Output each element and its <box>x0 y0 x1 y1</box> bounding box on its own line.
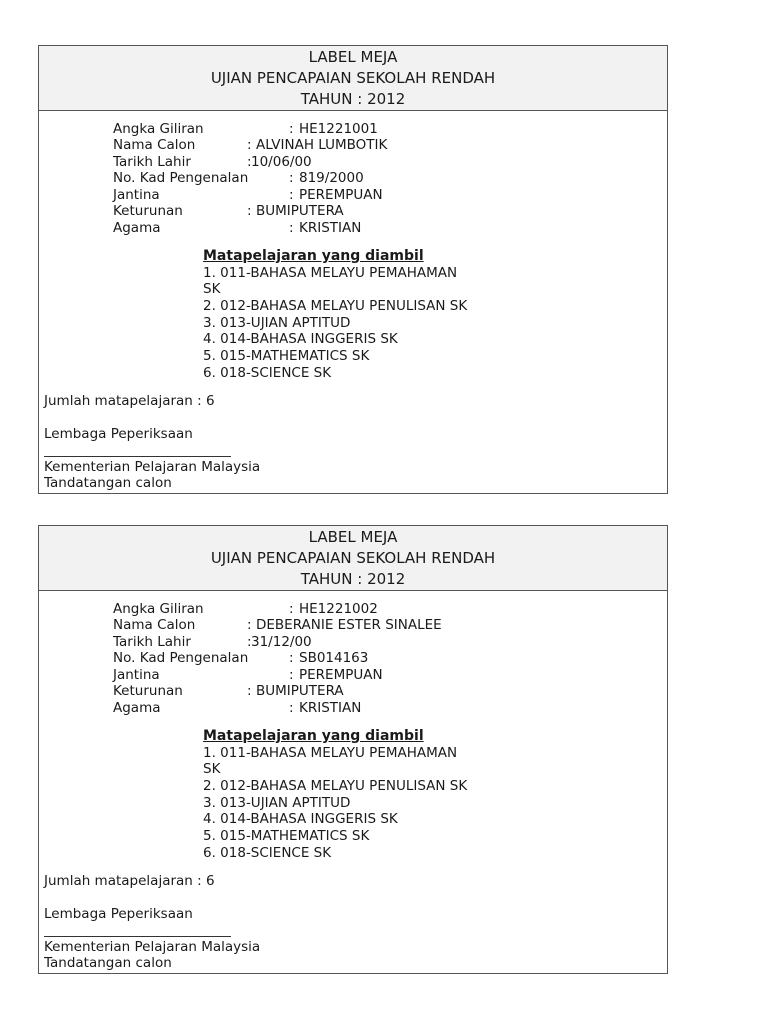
field-agama: Agama : KRISTIAN <box>113 700 362 716</box>
subject-item: 2. 012-BAHASA MELAYU PENULISAN SK <box>203 298 468 314</box>
ministry-name: Kementerian Pelajaran Malaysia <box>44 459 261 475</box>
subjects-title: Matapelajaran yang diambil <box>203 728 424 744</box>
exam-board: Lembaga Peperiksaan <box>44 906 193 922</box>
candidate-signature-label: Tandatangan calon <box>44 475 172 491</box>
field-nama-calon: Nama Calon : ALVINAH LUMBOTIK <box>113 137 388 153</box>
field-jantina: Jantina : PEREMPUAN <box>113 187 383 203</box>
subject-item: SK <box>203 281 221 297</box>
field-kad-pengenalan: No. Kad Pengenalan : SB014163 <box>113 650 369 666</box>
subject-item: 4. 014-BAHASA INGGERIS SK <box>203 331 398 347</box>
signature-line <box>44 936 231 937</box>
header-year: TAHUN : 2012 <box>300 570 406 588</box>
field-keturunan: Keturunan : BUMIPUTERA <box>113 683 344 699</box>
field-tarikh-lahir: Tarikh Lahir : 31/12/00 <box>113 634 312 650</box>
field-jantina: Jantina : PEREMPUAN <box>113 667 383 683</box>
subjects-title: Matapelajaran yang diambil <box>203 248 424 264</box>
field-keturunan: Keturunan : BUMIPUTERA <box>113 203 344 219</box>
ministry-name: Kementerian Pelajaran Malaysia <box>44 939 261 955</box>
subject-item: 6. 018-SCIENCE SK <box>203 845 332 861</box>
desk-label-2 <box>38 525 668 974</box>
label-header <box>39 46 667 111</box>
subject-item: 1. 011-BAHASA MELAYU PEMAHAMAN <box>203 265 458 281</box>
header-title: LABEL MEJA <box>308 528 398 546</box>
field-kad-pengenalan: No. Kad Pengenalan : 819/2000 <box>113 170 364 186</box>
exam-board: Lembaga Peperiksaan <box>44 426 193 442</box>
field-agama: Agama : KRISTIAN <box>113 220 362 236</box>
header-title: LABEL MEJA <box>308 48 398 66</box>
candidate-signature-label: Tandatangan calon <box>44 955 172 971</box>
header-exam-name: UJIAN PENCAPAIAN SEKOLAH RENDAH <box>210 549 496 567</box>
subject-item: 5. 015-MATHEMATICS SK <box>203 348 370 364</box>
field-nama-calon: Nama Calon : DEBERANIE ESTER SINALEE <box>113 617 442 633</box>
label-header <box>39 526 667 591</box>
signature-line <box>44 456 231 457</box>
subject-item: SK <box>203 761 221 777</box>
subject-item: 3. 013-UJIAN APTITUD <box>203 795 351 811</box>
field-tarikh-lahir: Tarikh Lahir : 10/06/00 <box>113 154 312 170</box>
total-subjects: Jumlah matapelajaran : 6 <box>44 873 215 889</box>
field-angka-giliran: Angka Giliran : HE1221002 <box>113 601 378 617</box>
header-exam-name: UJIAN PENCAPAIAN SEKOLAH RENDAH <box>210 69 496 87</box>
subject-item: 1. 011-BAHASA MELAYU PEMAHAMAN <box>203 745 458 761</box>
header-year: TAHUN : 2012 <box>300 90 406 108</box>
subject-item: 3. 013-UJIAN APTITUD <box>203 315 351 331</box>
subject-item: 5. 015-MATHEMATICS SK <box>203 828 370 844</box>
field-angka-giliran: Angka Giliran : HE1221001 <box>113 121 378 137</box>
subject-item: 2. 012-BAHASA MELAYU PENULISAN SK <box>203 778 468 794</box>
desk-label-1 <box>38 45 668 494</box>
subject-item: 6. 018-SCIENCE SK <box>203 365 332 381</box>
subject-item: 4. 014-BAHASA INGGERIS SK <box>203 811 398 827</box>
total-subjects: Jumlah matapelajaran : 6 <box>44 393 215 409</box>
